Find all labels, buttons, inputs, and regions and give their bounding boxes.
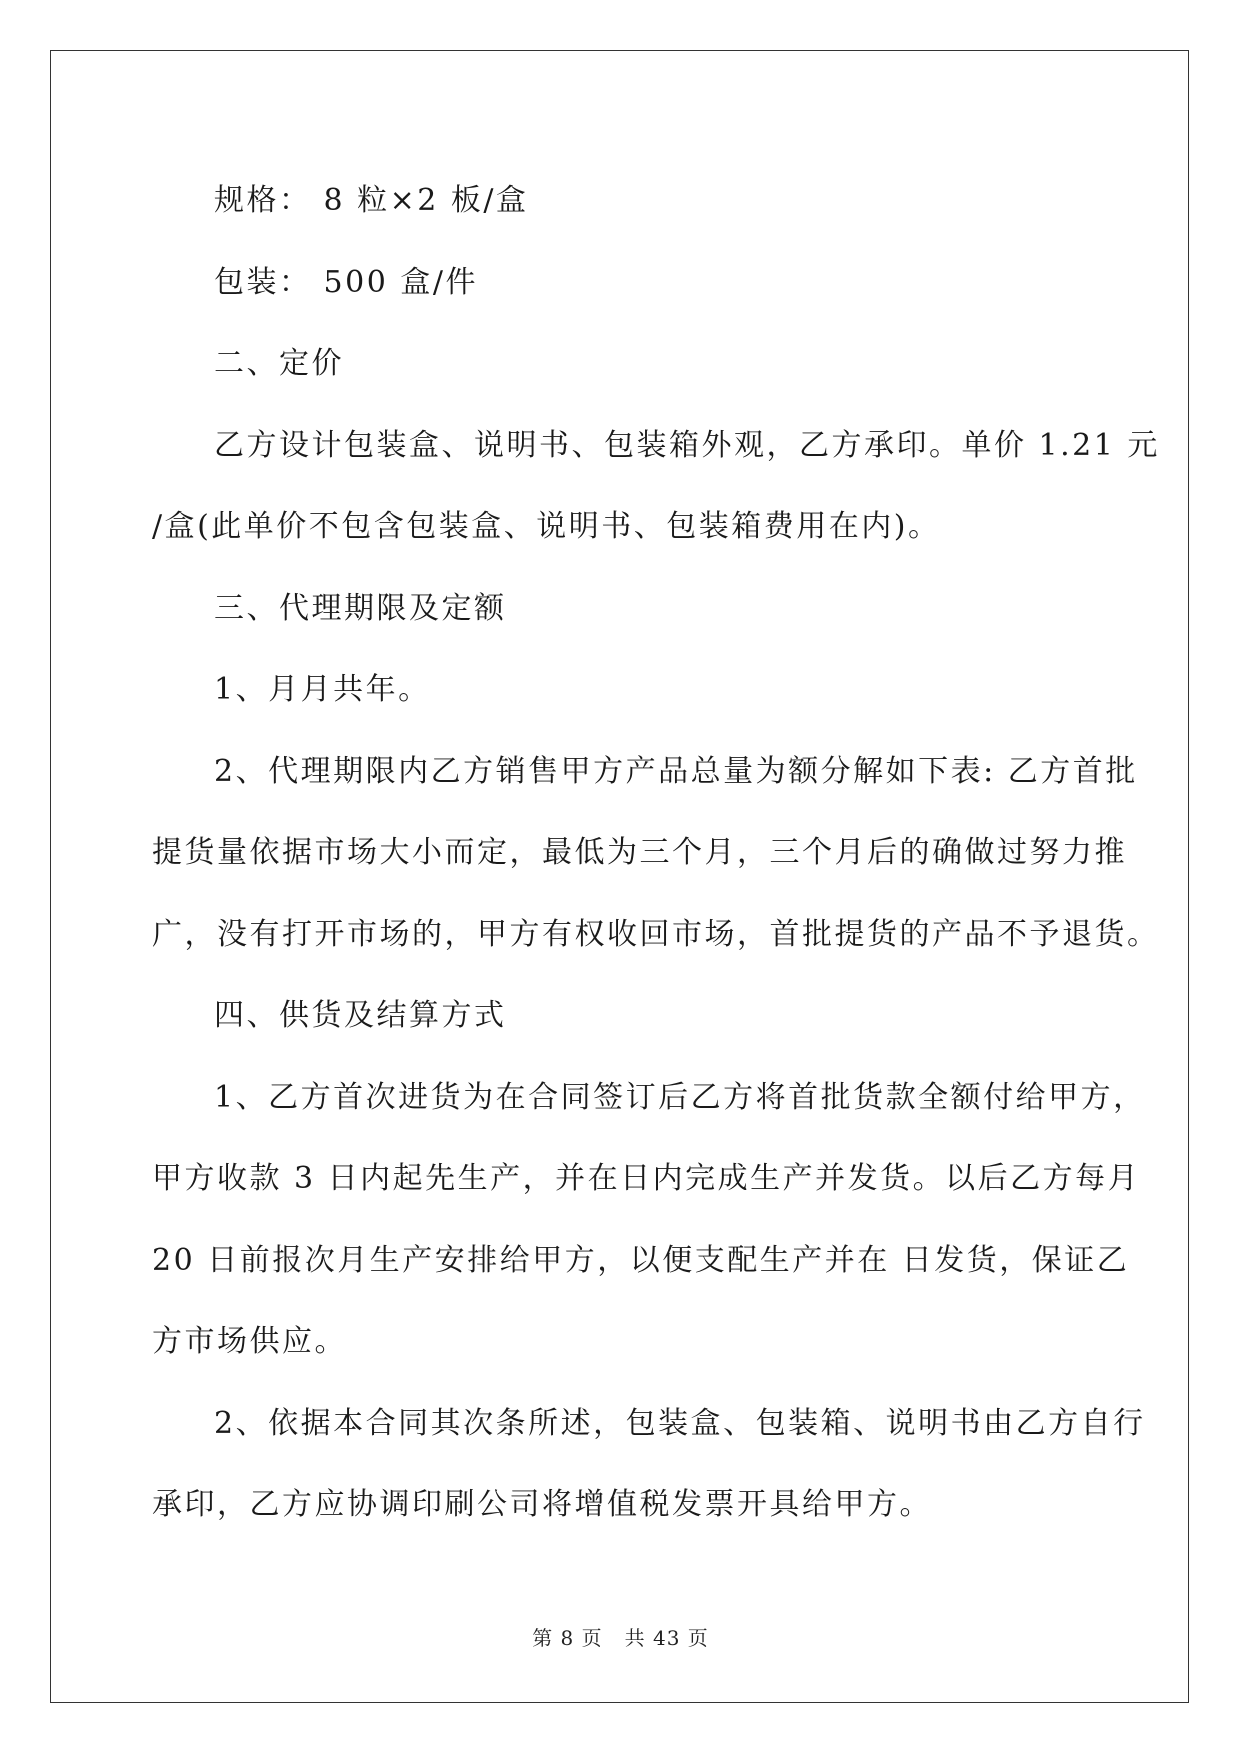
paragraph-pricing xyxy=(152,405,1160,568)
page-number: 第 8 页 xyxy=(532,1626,603,1650)
paragraph-line: 二、定价 xyxy=(214,346,344,381)
paragraph-spec xyxy=(152,160,1092,242)
paragraph-line: 20 日前报次月生产安排给甲方，以便支配生产并在 日发货，保证乙 xyxy=(152,1242,1130,1278)
paragraph-line: 乙方设计包装盒、说明书、包装箱外观，乙方承印。单价 1.21 元 xyxy=(214,427,1160,463)
page-total: 共 43 页 xyxy=(624,1626,709,1650)
paragraph-packaging xyxy=(152,242,1092,324)
paragraph-line: /盒(此单价不包含包装盒、说明书、包装箱费用在内)。 xyxy=(152,509,941,544)
paragraph-term-2 xyxy=(152,731,1160,976)
paragraph-line: 规格： 8 粒×2 板/盒 xyxy=(214,183,529,218)
page-footer xyxy=(0,1622,1241,1651)
paragraph-line: 1、乙方首次进货为在合同签订后乙方将首批货款全额付给甲方， xyxy=(214,1079,1146,1115)
paragraph-line: 提货量依据市场大小而定，最低为三个月，三个月后的确做过努力推 xyxy=(152,835,1127,870)
paragraph-supply-1 xyxy=(152,1057,1146,1383)
paragraph-line: 广，没有打开市场的，甲方有权收回市场，首批提货的产品不予退货。 xyxy=(152,916,1160,952)
section-heading-pricing xyxy=(152,323,1092,405)
paragraph-line: 三、代理期限及定额 xyxy=(214,590,507,626)
section-heading-term xyxy=(152,568,1092,650)
section-heading-supply xyxy=(152,975,1092,1057)
document-body xyxy=(152,160,1160,1546)
paragraph-term-1 xyxy=(152,649,1092,731)
paragraph-line: 四、供货及结算方式 xyxy=(214,998,507,1033)
paragraph-supply-2 xyxy=(152,1383,1146,1546)
paragraph-line: 1、月月共年。 xyxy=(214,672,431,707)
paragraph-line: 承印，乙方应协调印刷公司将增值税发票开具给甲方。 xyxy=(152,1487,932,1522)
paragraph-line: 2、依据本合同其次条所述，包装盒、包装箱、说明书由乙方自行 xyxy=(214,1405,1146,1441)
paragraph-line: 2、代理期限内乙方销售甲方产品总量为额分解如下表: 乙方首批 xyxy=(214,753,1138,789)
paragraph-line: 方市场供应。 xyxy=(152,1324,347,1359)
paragraph-line: 甲方收款 3 日内起先生产，并在日内完成生产并发货。以后乙方每月 xyxy=(152,1161,1141,1196)
paragraph-line: 包装： 500 盒/件 xyxy=(214,264,478,300)
